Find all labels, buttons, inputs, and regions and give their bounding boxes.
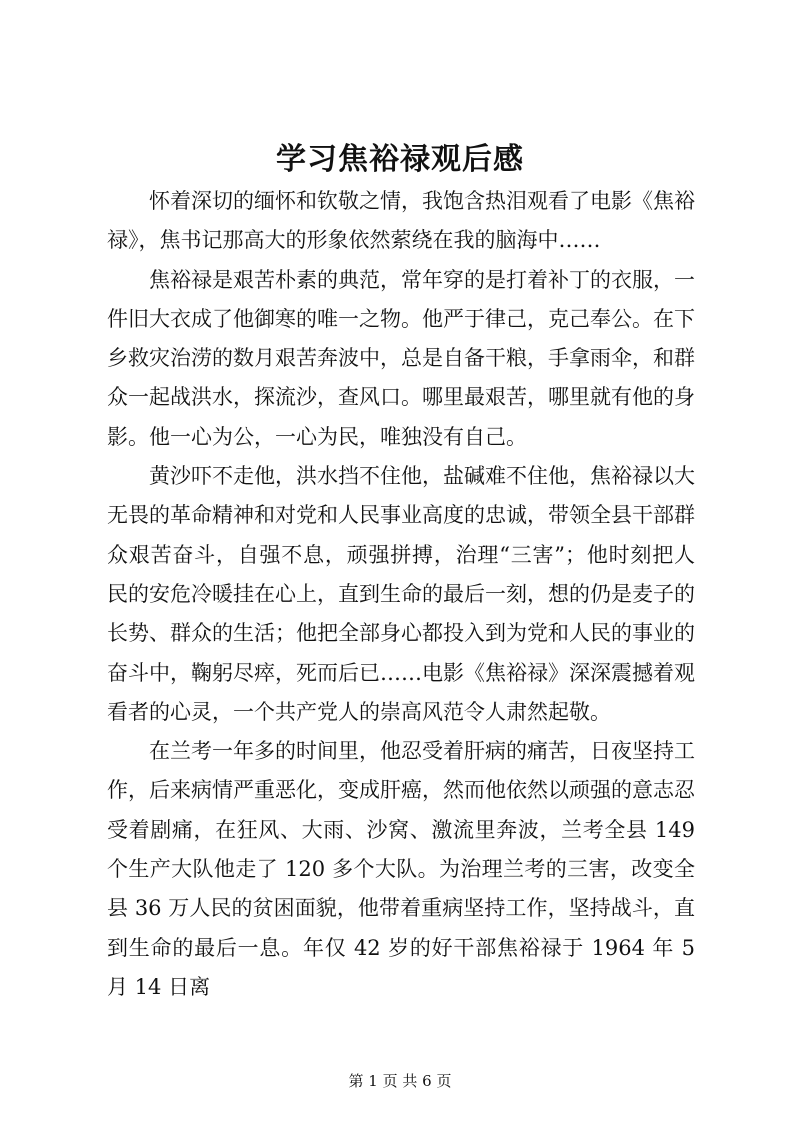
paragraph-4: 在兰考一年多的时间里，他忍受着肝病的痛苦，日夜坚持工作，后来病情严重恶化，变成肝癌，然而他依然以顽强的意志忍受着剧痛，在狂风、大雨、沙窝、激流里奔波，兰考全县 149 个生产大队他走了 120 多个大队。为治理兰考的三害，改变全县 36 万人民的贫困面貌，他带着重病坚持工作，坚持战斗，直到生命的最后一息。年仅 42 岁的好干部焦裕禄于 1964 年 5 月 14 日离 [107, 739, 695, 999]
paragraph-1: 怀着深切的缅怀和钦敬之情，我饱含热泪观看了电影《焦裕禄》，焦书记那高大的形象依然萦绕在我的脑海中…… [107, 189, 695, 253]
document-body [107, 182, 695, 1007]
page-number-footer: 第 1 页 共 6 页 [348, 1072, 452, 1090]
paragraph-2: 焦裕禄是艰苦朴素的典范，常年穿的是打着补丁的衣服，一件旧大衣成了他御寒的唯一之物。他严于律己，克己奉公。在下乡救灾治涝的数月艰苦奔波中，总是自备干粮，手拿雨伞，和群众一起战洪水，探流沙，查风口。哪里最艰苦，哪里就有他的身影。他一心为公，一心为民，唯独没有自己。 [107, 267, 695, 449]
page-title: 学习焦裕禄观后感 [276, 142, 524, 177]
paragraph-3: 黄沙吓不走他，洪水挡不住他，盐碱难不住他，焦裕禄以大无畏的革命精神和对党和人民事业高度的忠诚，带领全县干部群众艰苦奋斗，自强不息，顽强拼搏，治理“三害”；他时刻把人民的安危冷暖挂在心上，直到生命的最后一刻，想的仍是麦子的长势、群众的生活；他把全部身心都投入到为党和人民的事业的奋斗中，鞠躬尽瘁，死而后已……电影《焦裕禄》深深震撼着观看者的心灵，一个共产党人的崇高风范令人肃然起敬。 [107, 464, 695, 724]
